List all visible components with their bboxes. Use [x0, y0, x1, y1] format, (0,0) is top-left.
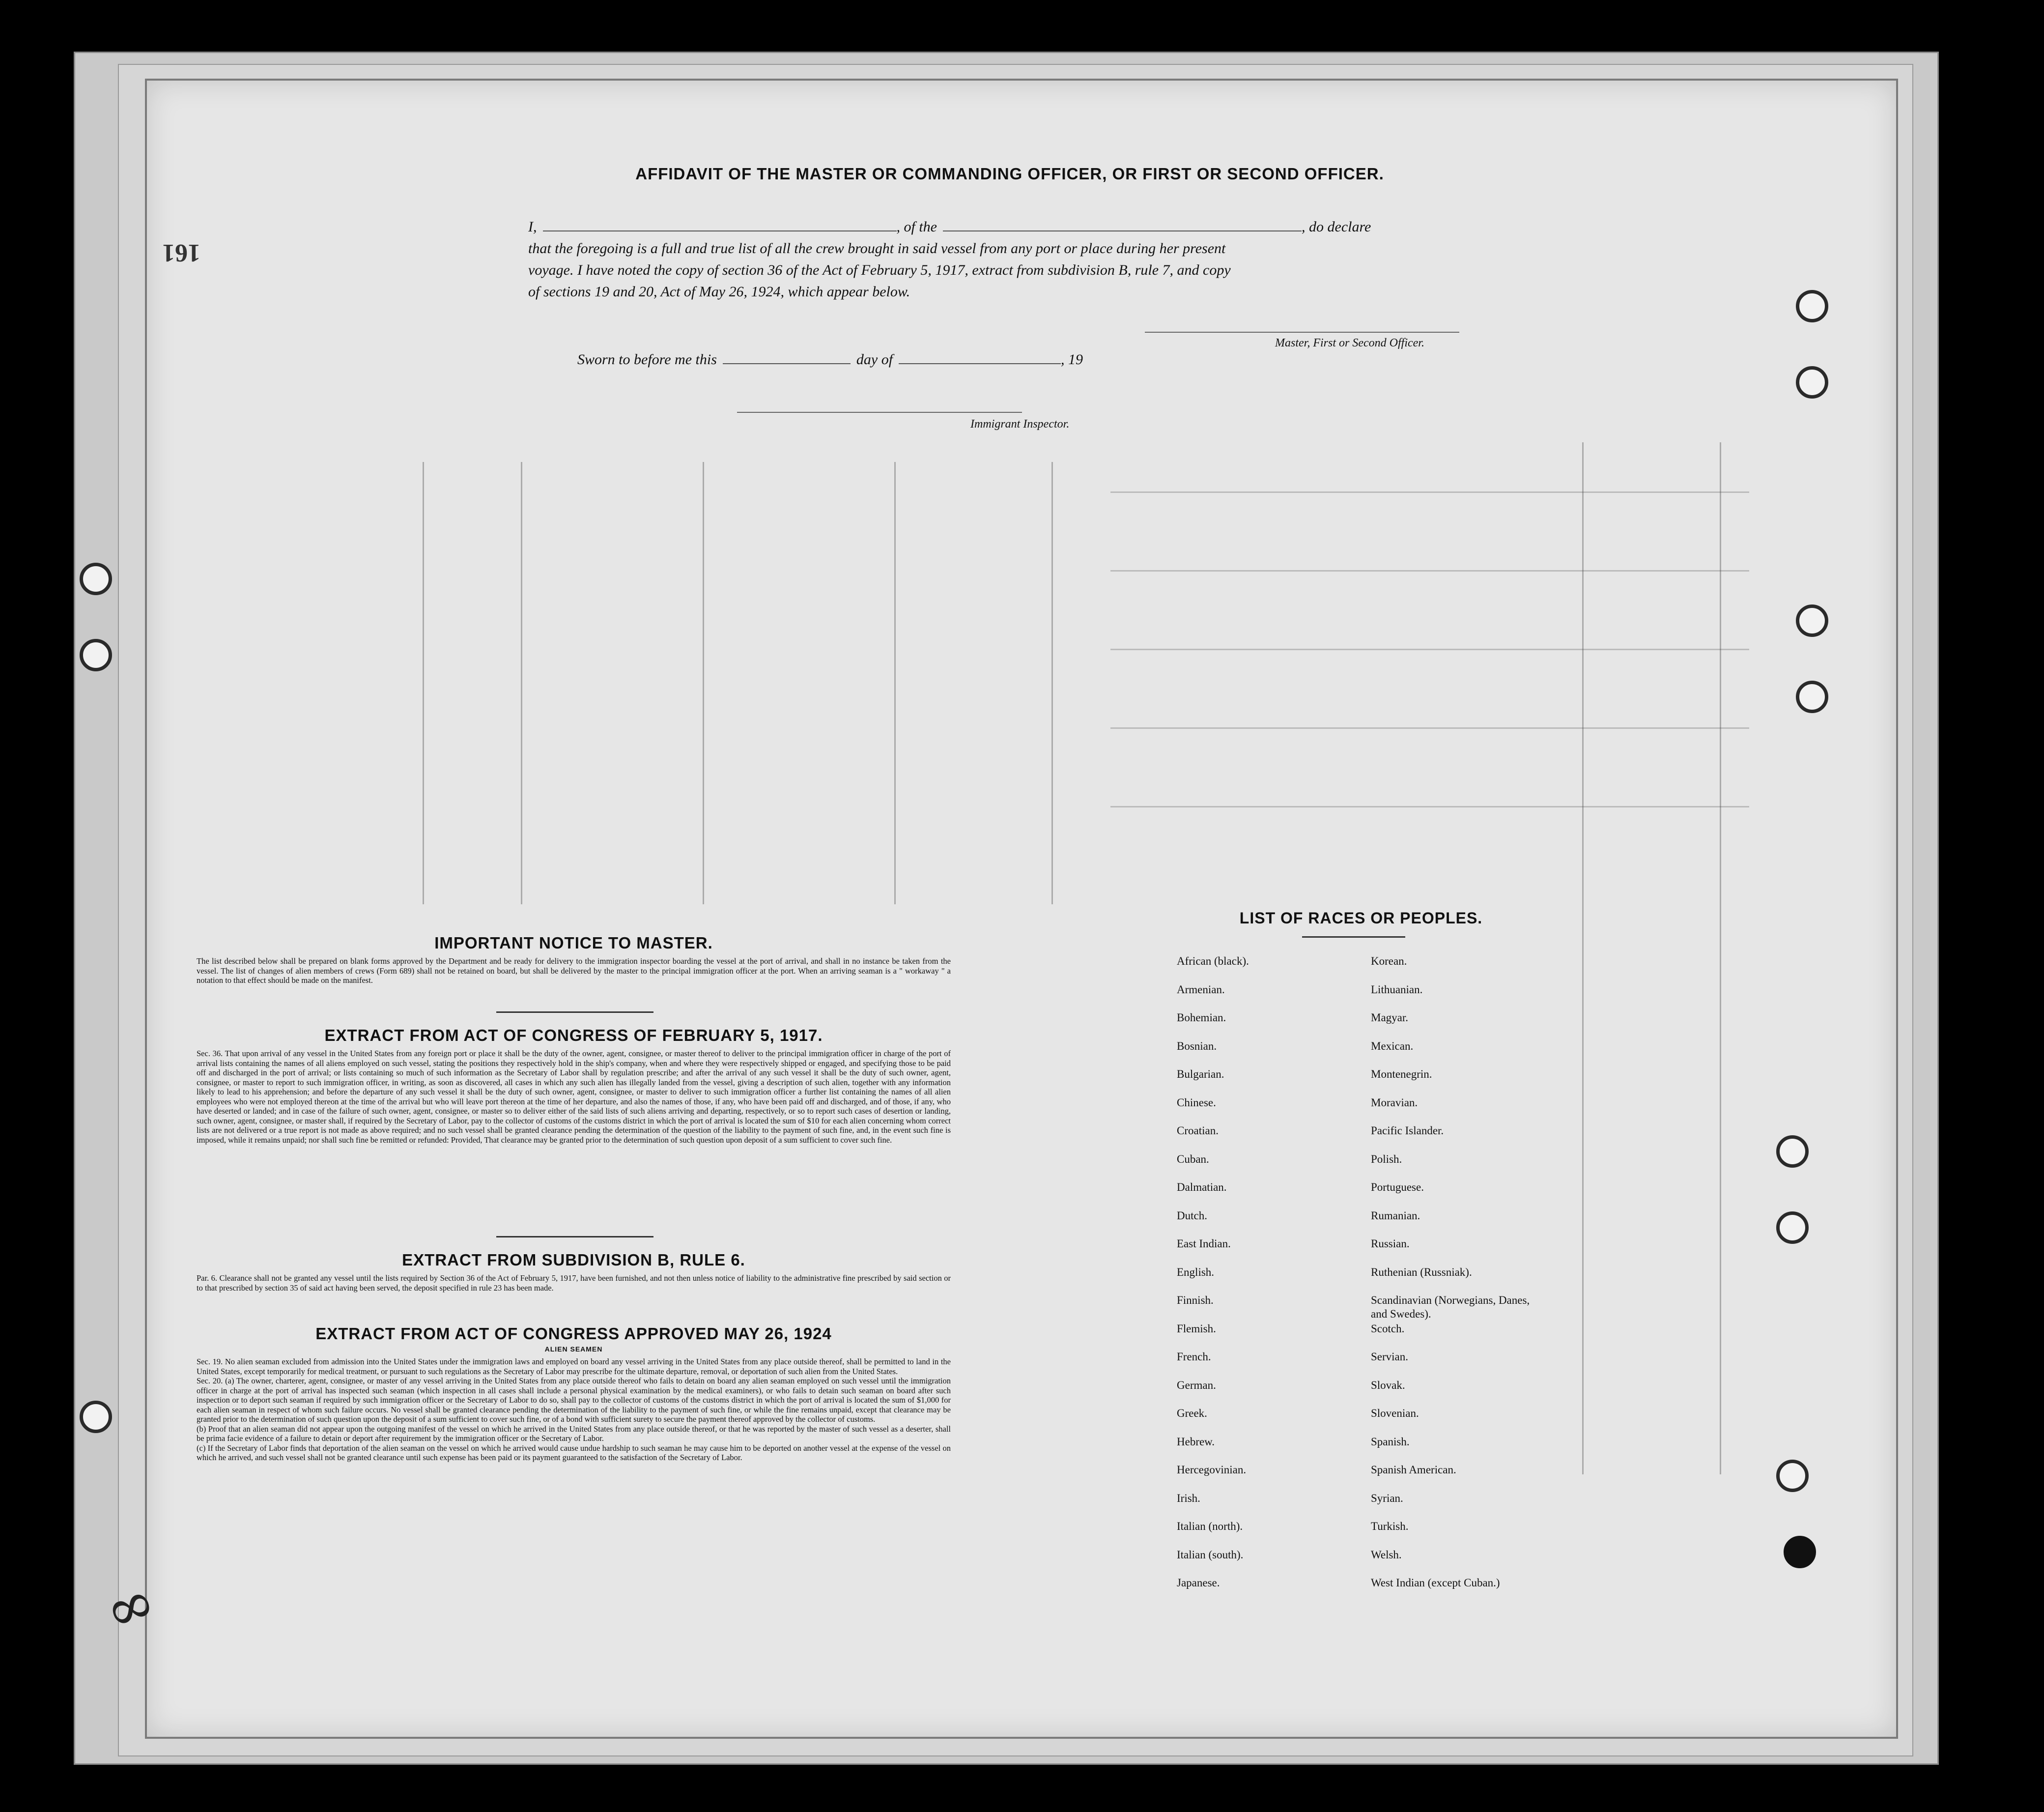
race-item: Bulgarian. [1177, 1068, 1224, 1080]
inspector-signature-line [737, 412, 1022, 413]
bleed-line [423, 462, 424, 904]
extract-1924-sec20b: (b) Proof that an alien seaman did not appear upon the outgoing manifest of the vessel on which he arrived in the United States from any place outside thereof, or that he was reported by the master of such vessel as a deserter, shall be prima facie evidence of a failure to detain or deport after requirement by the immigration officer or the Secretary of Labor. [197, 1424, 951, 1443]
margin-number: 161 [162, 239, 200, 267]
race-item: West Indian (except Cuban.) [1371, 1577, 1500, 1589]
extract-1924-sec19: Sec. 19. No alien seaman excluded from admission into the United States under the immigration laws and employed on board any vessel arriving in the United States from any place outside thereof, shall be permitted to land in the United States, except temporarily for medical treatment, or pursuant to such regulations as the Secretary of Labor may prescribe for the ultimate departure, removal, or deportation of such alien from the United States. [197, 1357, 951, 1376]
section-divider [496, 1011, 653, 1013]
affidavit-do-declare: , do declare [1302, 219, 1371, 235]
binder-hole-left-3 [80, 1401, 112, 1433]
race-item: Scotch. [1371, 1322, 1405, 1335]
race-item: Hercegovinian. [1177, 1464, 1247, 1476]
race-item: Croatian. [1177, 1124, 1219, 1137]
sworn-day-of: day of [856, 351, 893, 368]
race-item: Polish. [1371, 1152, 1402, 1165]
extract-1924-sec20a: Sec. 20. (a) The owner, charterer, agent, consignee, or master of any vessel arriving in the United States from any place outside thereof who fails to detain on board any alien seaman employed on such vessel until the immigration officer in charge at the port of arrival has inspected such seaman (which inspection in all cases shall include a personal physical examination by the medical examiners), or who fails to detain such seaman on board after such inspection or to deport such seaman if required by such immigration officer or the Secretary of Labor to do so, shall pay to the collector of customs of the customs district in which the port of arrival is located the sum of $1,000 for each alien seaman in respect of whom such failure occurs. No vessel shall be granted clearance pending the determination of the liability to the payment of such fine, or while the fine remains unpaid, except that clearance may be granted prior to the determination of such question upon the deposit of a sum sufficient to cover such fine, or of a bond with sufficient surety to secure the payment thereof approved by the collector of customs. [197, 1376, 951, 1424]
race-item: Scandinavian (Norwegians, Danes, and Swedes). [1371, 1294, 1530, 1320]
affidavit-text [528, 216, 1491, 303]
affidavit-declaration-line [528, 216, 1491, 238]
affidavit-pronoun: I, [528, 219, 537, 235]
races-right-column [1371, 954, 1548, 1605]
extract-1917 [197, 1026, 951, 1145]
sworn-label: Sworn to before me this [577, 351, 717, 368]
affidavit-of-the: , of the [896, 219, 937, 235]
binder-hole-right-7 [1776, 1460, 1809, 1492]
race-item: Japanese. [1177, 1577, 1220, 1589]
binder-hole-right-6 [1776, 1211, 1809, 1244]
race-item: Spanish. [1371, 1435, 1410, 1448]
binder-hole-right-4 [1796, 681, 1828, 713]
race-item: Portuguese. [1371, 1181, 1424, 1193]
binder-hole-right-8 [1784, 1536, 1816, 1568]
race-item: German. [1177, 1379, 1216, 1391]
race-item: Slovenian. [1371, 1407, 1419, 1419]
bleed-line [1582, 442, 1584, 1474]
binder-hole-left-2 [80, 639, 112, 671]
important-notice [197, 934, 951, 985]
race-item: Armenian. [1177, 983, 1225, 996]
race-item: Flemish. [1177, 1322, 1216, 1335]
extract-1917-heading: EXTRACT FROM ACT OF CONGRESS OF FEBRUARY 5, 1917. [324, 1026, 823, 1044]
affidavit-line-4: of sections 19 and 20, Act of May 26, 1924, which appear below. [528, 284, 910, 300]
race-item: Irish. [1177, 1492, 1200, 1504]
affidavit-line-3: voyage. I have noted the copy of section 36 of the Act of February 5, 1917, extract from subdivision B, rule 7, and copy [528, 262, 1231, 278]
race-item: Italian (north). [1177, 1520, 1243, 1532]
master-signature-label: Master, First or Second Officer. [1275, 337, 1424, 349]
binder-hole-right-1 [1796, 290, 1828, 322]
extract-1924-heading: EXTRACT FROM ACT OF CONGRESS APPROVED MAY 26, 1924 [315, 1324, 832, 1343]
master-name-field[interactable] [543, 219, 897, 231]
sworn-year: , 19 [1061, 351, 1083, 368]
bleed-line [894, 462, 896, 904]
bleed-line [521, 462, 522, 904]
race-item: Servian. [1371, 1351, 1409, 1363]
affidavit-title: AFFIDAVIT OF THE MASTER OR COMMANDING OFFICER, OR FIRST OR SECOND OFFICER. [635, 165, 1384, 183]
race-item: French. [1177, 1351, 1211, 1363]
race-item: Moravian. [1371, 1096, 1418, 1109]
race-item: Lithuanian. [1371, 983, 1423, 996]
notice-heading: IMPORTANT NOTICE TO MASTER. [434, 934, 713, 952]
binder-hole-right-5 [1776, 1135, 1809, 1168]
vessel-name-field[interactable] [943, 219, 1302, 231]
master-signature-line [1145, 332, 1459, 333]
race-item: Magyar. [1371, 1011, 1409, 1024]
race-item: Greek. [1177, 1407, 1207, 1419]
inspector-signature-label: Immigrant Inspector. [970, 418, 1070, 431]
extract-rule-6-heading: EXTRACT FROM SUBDIVISION B, RULE 6. [402, 1251, 745, 1269]
race-item: Bohemian. [1177, 1011, 1226, 1024]
race-item: Finnish. [1177, 1294, 1214, 1306]
extract-1924-sec20c: (c) If the Secretary of Labor finds that deportation of the alien seaman on the vessel on which he arrived would cause undue hardship to such seaman he may cause him to be deported on another vessel at the expense of the vessel on which he arrived, and such vessel shall not be granted clearance until such expense has been paid or its payment guaranteed to the satisfaction of the Secretary of Labor. [197, 1443, 951, 1462]
alien-seamen-subheading: ALIEN SEAMEN [544, 1345, 603, 1353]
race-item: African (black). [1177, 955, 1249, 967]
manifest-page [145, 79, 1898, 1739]
extract-rule-6-text: Par. 6. Clearance shall not be granted any vessel until the lists required by Section 36 of the Act of February 5, 1917, have been furnished, and not then unless notice of liability to the administrative fine prescribed by said section or to that prescribed by section 35 of said act having been served, the deposit specified in rule 23 has been made. [197, 1273, 951, 1293]
race-item: Slovak. [1371, 1379, 1405, 1391]
race-item: Italian (south). [1177, 1548, 1244, 1561]
race-item: Spanish American. [1371, 1464, 1456, 1476]
margin-handwritten-mark: ∞ [95, 1566, 165, 1647]
race-item: Welsh. [1371, 1548, 1402, 1561]
race-item: Ruthenian (Russniak). [1371, 1266, 1472, 1278]
binder-hole-right-2 [1796, 366, 1828, 399]
bleed-row [1110, 491, 1749, 493]
race-item: Syrian. [1371, 1492, 1403, 1504]
sworn-month-field[interactable] [899, 351, 1061, 364]
race-item: Hebrew. [1177, 1435, 1215, 1448]
race-item: Russian. [1371, 1237, 1410, 1250]
affidavit-line-2: that the foregoing is a full and true list of all the crew brought in said vessel from any port or place during her present [528, 240, 1226, 257]
race-item: English. [1177, 1266, 1215, 1278]
extract-1917-text: Sec. 36. That upon arrival of any vessel in the United States from any foreign port or place it shall be the duty of the owner, agent, consignee, or master thereof to deliver to the principal immigration officer in charge of the port of arrival lists containing the names of all aliens employed on such vessel, stating the positions they respectively hold in the ship's company, when and where they were respectively shipped or engaged, and specifying those to be paid off and discharged in the port of arrival; or lists containing so much of such information as the Secretary of Labor shall by regulation prescribe; and after the arrival of any such vessel it shall be the duty of such owner, agent, consignee, or master to report to such immigration officer, in writing, as soon as discovered, all cases in which any such alien has illegally landed from the vessel, giving a description of such alien, together with any information likely to lead to his apprehension; and before the departure of any such vessel it shall be the duty of such owner, agent, consignee, or master to deliver to such immigration officer a further list containing the names of all alien employees who were not employed thereon at the time of the arrival but who will leave port thereon at the time of her departure, and also the names of those, if any, who have been paid off and discharged, and of those, if any, who have deserted or landed; and in case of the failure of such owner, agent, consignee, or master so to deliver either of the said lists of such aliens arriving and departing, respectively, or so to report such cases of desertion or landing, such owner, agent, consignee, or master shall, if required by the Secretary of Labor, pay to the collector of customs of the customs district in which the port of arrival is located the sum of $10 for each alien concerning whom correct lists are not delivered or a true report is not made as above required; and no such vessel shall be granted clearance pending the determination of the question of the liability to the payment of such fine, and, in the event such fine is imposed, while it remains unpaid; nor shall such fine be remitted or refunded: Provided, That clearance may be granted prior to the determination of such question upon deposit of a sum sufficient to cover such fine. [197, 1049, 951, 1145]
race-item: Chinese. [1177, 1096, 1216, 1109]
section-divider [496, 1236, 653, 1237]
bleed-row [1110, 570, 1749, 572]
extract-1924 [197, 1324, 951, 1463]
binder-hole-right-3 [1796, 604, 1828, 637]
race-item: Pacific Islander. [1371, 1124, 1444, 1137]
sworn-statement [577, 351, 1167, 368]
race-item: Rumanian. [1371, 1209, 1420, 1222]
race-item: Bosnian. [1177, 1039, 1217, 1052]
races-left-column [1177, 954, 1339, 1605]
race-item: Dutch. [1177, 1209, 1207, 1222]
bleed-row [1110, 806, 1749, 807]
sworn-day-field[interactable] [723, 351, 851, 364]
race-item: East Indian. [1177, 1237, 1231, 1250]
binder-hole-left-1 [80, 563, 112, 595]
race-item: Turkish. [1371, 1520, 1409, 1532]
race-item: Korean. [1371, 955, 1407, 967]
bleed-row [1110, 727, 1749, 729]
bleed-line [1720, 442, 1721, 1474]
race-item: Mexican. [1371, 1039, 1414, 1052]
bleed-row [1110, 649, 1749, 650]
notice-text: The list described below shall be prepared on blank forms approved by the Department and be ready for delivery to the immigration inspector boarding the vessel at the port of arrival, and shall in no instance be taken from the vessel. The list of changes of alien members of crews (Form 689) shall not be retained on board, but shall be delivered by the master to the principal immigration officer at the port. When an arriving seaman is a " workaway " a notation to that effect should be made on the manifest. [197, 956, 951, 985]
races-title: LIST OF RACES OR PEOPLES. [1239, 909, 1483, 927]
race-item: Montenegrin. [1371, 1068, 1432, 1080]
bleed-line [1051, 462, 1053, 904]
races-title-underline [1302, 936, 1405, 938]
bleed-line [703, 462, 704, 904]
race-item: Cuban. [1177, 1152, 1209, 1165]
extract-rule-6 [197, 1251, 951, 1293]
race-item: Dalmatian. [1177, 1181, 1227, 1193]
